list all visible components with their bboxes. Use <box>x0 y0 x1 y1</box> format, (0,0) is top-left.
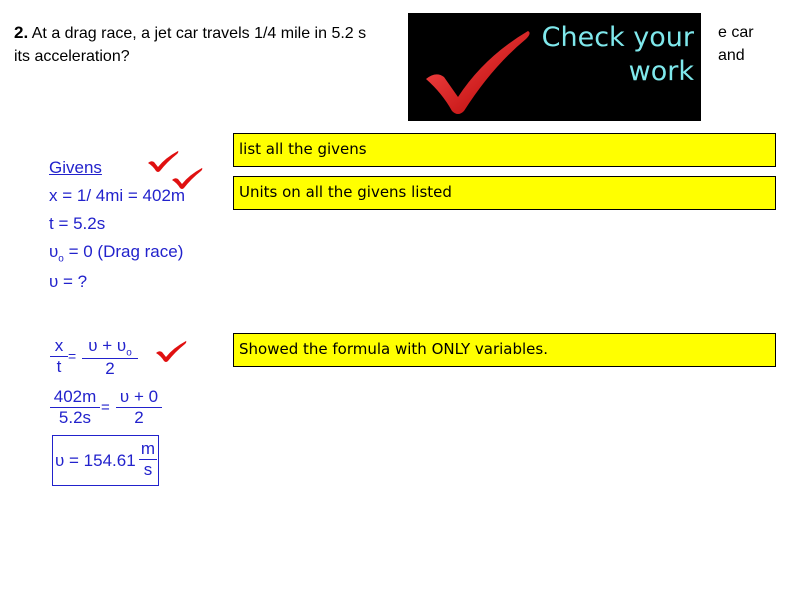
v0-symbol: υ <box>49 242 59 261</box>
answer-value: υ = 154.61 <box>55 451 136 470</box>
formula-rhs-fraction <box>82 336 138 379</box>
substitution-lhs-denominator: 5.2s <box>58 408 92 427</box>
formula-lhs-numerator: x <box>50 336 68 357</box>
checkmark-icon <box>155 340 187 362</box>
checklist-item-formula: Showed the formula with ONLY variables. <box>233 333 776 367</box>
formula-rhs-numerator: υ + υ <box>88 336 127 355</box>
problem-text-line2: its acceleration? <box>14 48 130 65</box>
given-time: t = 5.2s <box>49 214 106 233</box>
v0-subscript: o <box>58 253 64 265</box>
formula-rhs-subscript: o <box>126 347 132 359</box>
answer-box <box>52 435 159 486</box>
substitution-lhs-numerator: 402m <box>50 387 100 408</box>
given-initial-velocity <box>49 242 183 264</box>
checklist-item-givens: list all the givens <box>233 133 776 167</box>
problem-text-end: e car and <box>718 24 754 64</box>
v0-value: = 0 (Drag race) <box>63 242 184 261</box>
given-distance: x = 1/ 4mi = 402m <box>49 186 186 205</box>
substitution-lhs-fraction <box>50 387 100 428</box>
formula-lhs-denominator: t <box>56 357 62 376</box>
check-your-work-banner <box>408 13 701 121</box>
substitution-rhs-fraction <box>116 387 162 428</box>
checkmark-icon <box>171 167 203 189</box>
substitution-rhs-denominator: 2 <box>134 408 144 427</box>
answer-unit-denominator: s <box>143 460 153 479</box>
formula-rhs-denominator: 2 <box>105 359 115 379</box>
answer-unit-numerator: m <box>140 439 156 458</box>
problem-number: 2. <box>14 23 29 42</box>
banner-text: Check your work <box>541 22 694 87</box>
formula-lhs-fraction <box>50 336 68 377</box>
problem-text: At a drag race, a jet car travels 1/4 mile in 5.2 s <box>31 25 367 42</box>
given-final-velocity: υ = ? <box>49 272 88 291</box>
checklist-item-units: Units on all the givens listed <box>233 176 776 210</box>
substitution-equals: = <box>101 399 110 416</box>
large-checkmark-icon <box>422 27 534 117</box>
formula-equals: = <box>68 348 77 364</box>
givens-title: Givens <box>49 158 102 177</box>
answer-unit-fraction <box>139 439 157 480</box>
substitution-rhs-numerator: υ + 0 <box>116 387 162 408</box>
